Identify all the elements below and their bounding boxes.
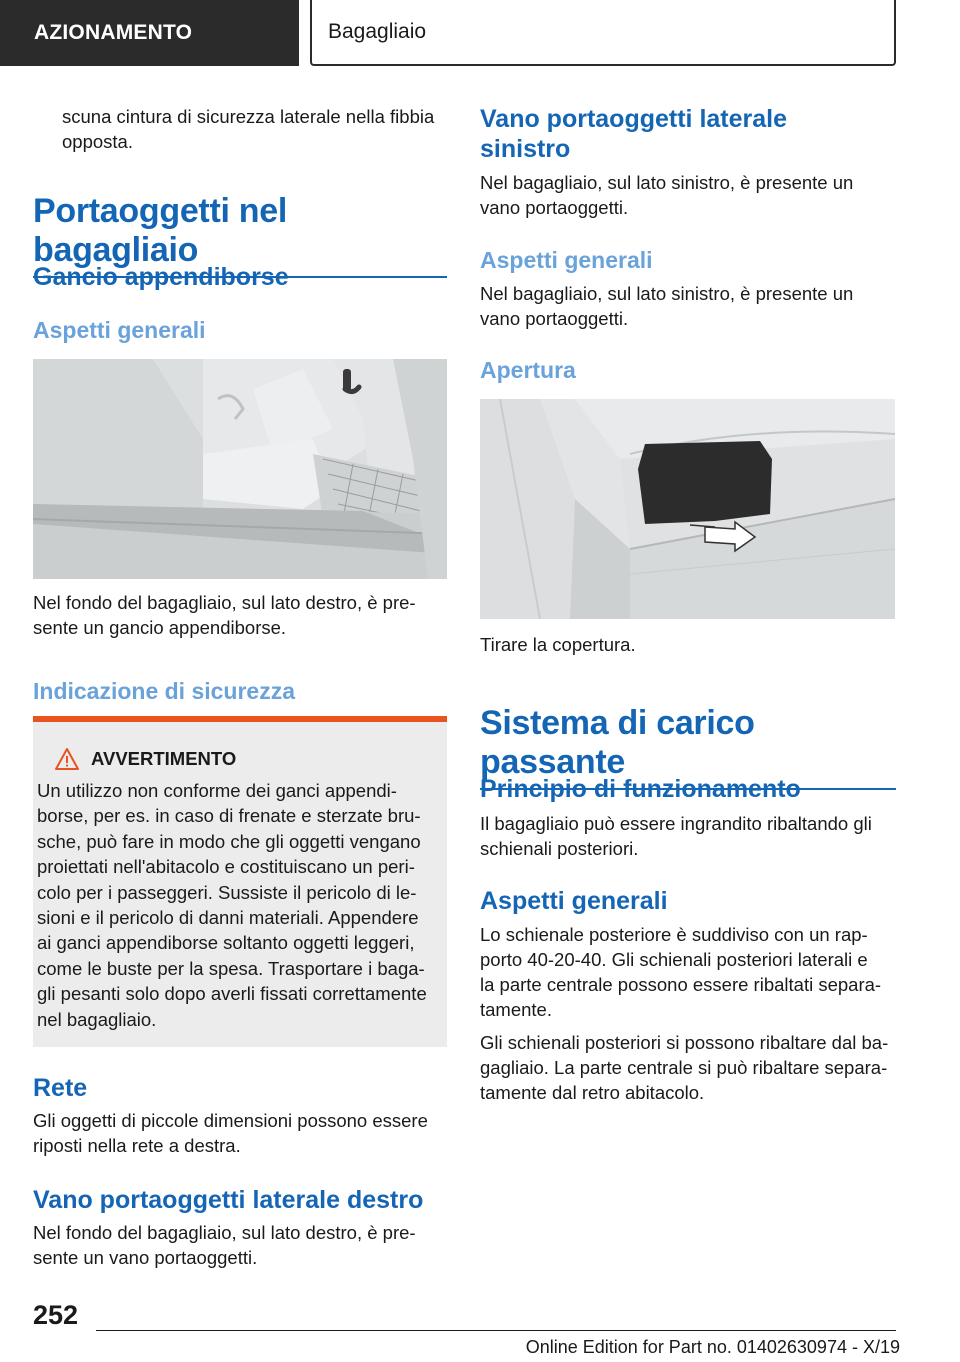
heading-right-compartment: Vano portaoggetti laterale destro (33, 1186, 424, 1214)
hook-description: Nel fondo del bagagliaio, sul lato destro, è pre- sente un gancio appendiborse. (33, 592, 416, 638)
heading-general-1: Aspetti generali (33, 317, 206, 343)
warning-header (55, 748, 236, 770)
opening-description: Tirare la copertura. (480, 634, 636, 655)
page-number: 252 (33, 1300, 79, 1330)
section-title-through-loading: Sistema di carico passante (480, 704, 896, 790)
trunk-hook-illustration (33, 359, 447, 579)
chapter-tab: Bagagliaio (310, 0, 896, 66)
heading-bag-hook: Gancio appendiborse (33, 263, 289, 291)
heading-principle: Principio di funzionamento (480, 775, 801, 803)
compartment-opening-illustration (480, 399, 895, 619)
principle-description: Il bagagliaio può essere ingrandito ribaltando gli schienali posteriori. (480, 813, 872, 859)
heading-general-2: Aspetti generali (480, 247, 653, 273)
warning-triangle-icon (55, 748, 79, 770)
intro-text: scuna cintura di sicurezza laterale nella fibbia opposta. (62, 106, 435, 152)
general-description: Nel bagagliaio, sul lato sinistro, è presente un vano portaoggetti. (480, 283, 854, 329)
warning-title: AVVERTIMENTO (91, 748, 237, 769)
heading-general-3: Aspetti generali (480, 887, 668, 915)
heading-opening: Apertura (480, 357, 576, 383)
edition-note: Online Edition for Part no. 01402630974 - X/19 (525, 1337, 900, 1357)
section-tab: AZIONAMENTO (0, 0, 299, 66)
heading-safety: Indicazione di sicurezza (33, 678, 296, 704)
left-compartment-description: Nel bagagliaio, sul lato sinistro, è presente un vano portaoggetti. (480, 172, 854, 218)
general-folding-description: Gli schienali posteriori si possono ribaltare dal ba- gagliaio. La parte centrale si può ribaltare separa- tamente dal retro abitacolo. (480, 1032, 889, 1103)
general-ratio-description: Lo schienale posteriore è suddiviso con un rap- porto 40-20-40. Gli schienali posteriori laterali e la parte centrale possono essere ribaltati separa- tamente. (480, 924, 882, 1020)
warning-box (33, 716, 447, 1047)
right-compartment-description: Nel fondo del bagagliaio, sul lato destro, è pre- sente un vano portaoggetti. (33, 1222, 416, 1268)
heading-net: Rete (33, 1074, 88, 1102)
warning-text: Un utilizzo non conforme dei ganci appendi- borse, per es. in caso di frenate e sterzate bru- sche, può fare in modo che gli oggetti vengano proiettati nell'abitacolo e costituiscano un peri- colo per i passeggeri. Sussiste il pericolo di le- sioni e il pericolo di danni materiali. Appendere ai ganci appendiborse soltanto oggetti leggeri, come le buste per la spesa. Trasportare i baga- gli pesanti solo dopo averli fissati correttamente nel bagagliaio. (37, 780, 427, 1030)
footer-divider (96, 1330, 896, 1331)
heading-left-compartment: Vano portaoggetti laterale sinistro (480, 105, 788, 163)
net-description: Gli oggetti di piccole dimensioni possono essere riposti nella rete a destra. (33, 1110, 428, 1156)
section-title-storage: Portaoggetti nel bagagliaio (33, 192, 447, 278)
